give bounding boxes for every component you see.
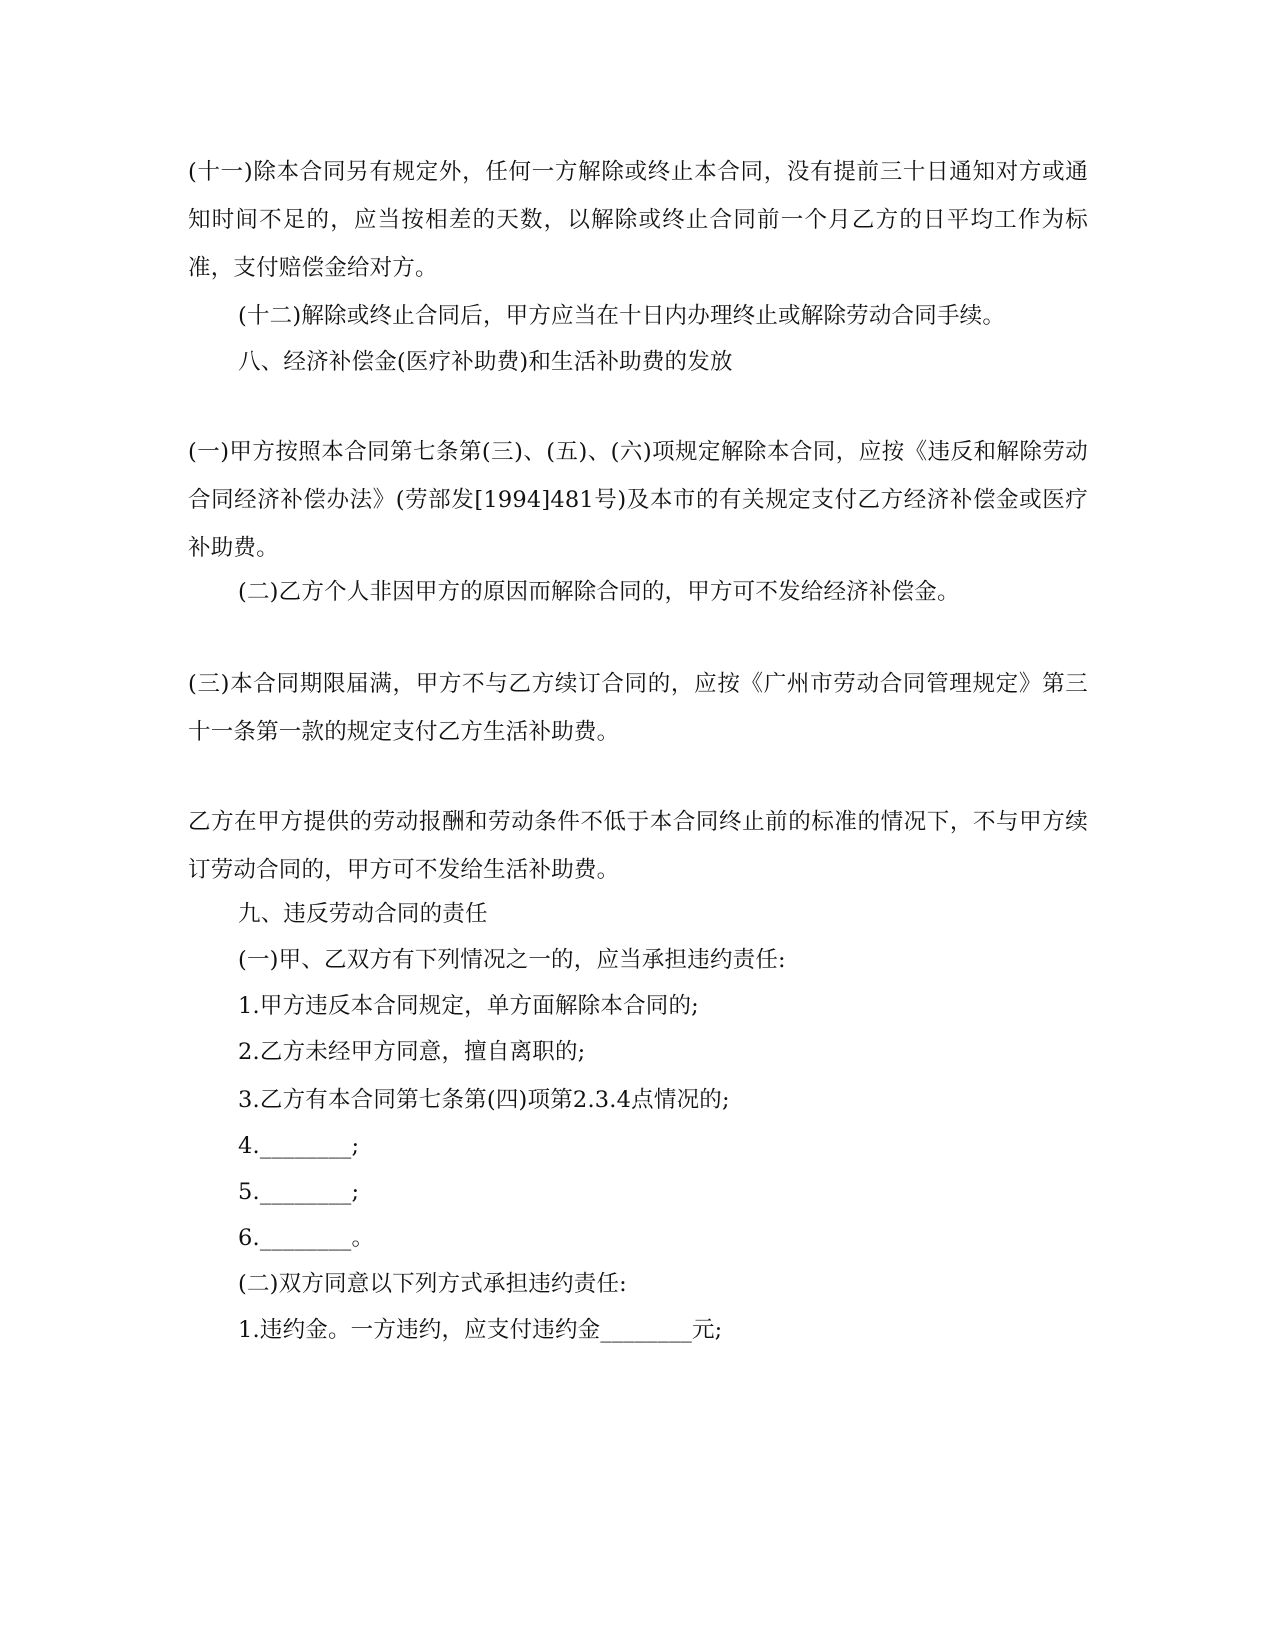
paragraph-8-2: (二)乙方个人非因甲方的原因而解除合同的，甲方可不发给经济补偿金。: [238, 579, 960, 605]
paragraph-9-2: (二)双方同意以下列方式承担违约责任:: [238, 1271, 627, 1297]
paragraph-clause-12: (十二)解除或终止合同后，甲方应当在十日内办理终止或解除劳动合同手续。: [238, 303, 1006, 329]
paragraph-clause-11: (十一)除本合同另有规定外，任何一方解除或终止本合同，没有提前三十日通知对方或通知时间不足的，应当按相差的天数，以解除或终止合同前一个月乙方的日平均工作为标准，支付赔偿金给对方。: [188, 159, 1088, 281]
section-heading-9: 九、违反劳动合同的责任: [238, 901, 488, 927]
list-item-9-1-6: 6.________。: [238, 1225, 375, 1251]
list-item-9-1-4: 4.________;: [238, 1133, 360, 1159]
list-item-9-1-1: 1.甲方违反本合同规定，单方面解除本合同的;: [238, 993, 699, 1019]
section-heading-8: 八、经济补偿金(医疗补助费)和生活补助费的发放: [238, 349, 733, 375]
paragraph-8-3: (三)本合同期限届满，甲方不与乙方续订合同的，应按《广州市劳动合同管理规定》第三十一条第一款的规定支付乙方生活补助费。: [188, 671, 1088, 745]
paragraph-8-1: (一)甲方按照本合同第七条第(三)、(五)、(六)项规定解除本合同，应按《违反和解除劳动合同经济补偿办法》(劳部发[1994]481号)及本市的有关规定支付乙方经济补偿金或医疗补助费。: [188, 439, 1088, 561]
list-item-9-1-3: 3.乙方有本合同第七条第(四)项第2.3.4点情况的;: [238, 1087, 730, 1113]
paragraph-8-note: 乙方在甲方提供的劳动报酬和劳动条件不低于本合同终止前的标准的情况下，不与甲方续订劳动合同的，甲方可不发给生活补助费。: [188, 809, 1088, 883]
list-item-9-2-1: 1.违约金。一方违约，应支付违约金________元;: [238, 1317, 723, 1343]
paragraph-9-1: (一)甲、乙双方有下列情况之一的，应当承担违约责任:: [238, 947, 786, 973]
list-item-9-1-2: 2.乙方未经甲方同意，擅自离职的;: [238, 1039, 586, 1065]
list-item-9-1-5: 5.________;: [238, 1179, 360, 1205]
